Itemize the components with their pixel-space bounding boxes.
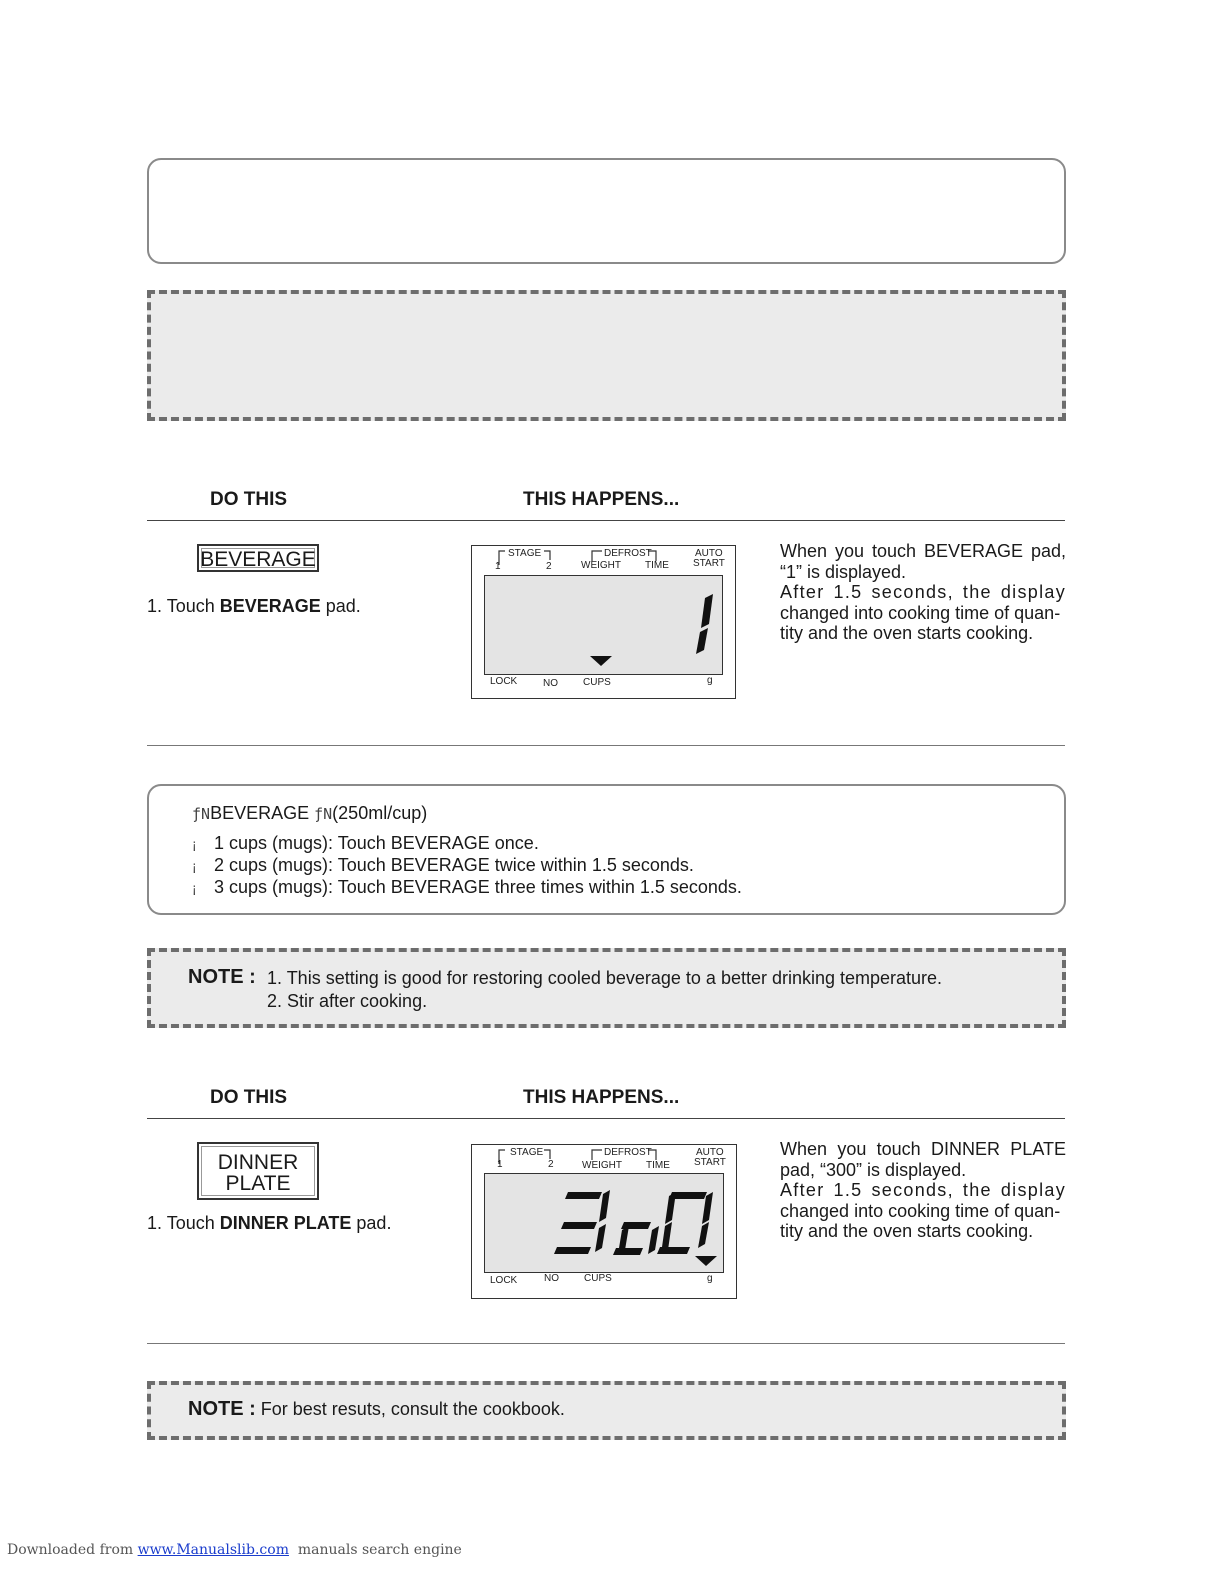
desc-line-1: When you touch DINNER PLATE <box>780 1139 1066 1159</box>
top-dashed-box <box>147 290 1066 421</box>
lcd-screen <box>484 575 723 675</box>
info-title-suffix: (250ml/cup) <box>332 803 428 823</box>
note-line-1: 1. This setting is good for restoring cooled beverage to a better drinking temperature. <box>267 968 943 988</box>
desc-line-4: changed into cooking time of quan- <box>780 1200 1061 1221</box>
info-title-main: BEVERAGE <box>210 803 315 823</box>
beverage-pad-label: BEVERAGE <box>200 548 316 571</box>
beverage-description <box>780 541 1066 644</box>
note-text: For best resuts, consult the cookbook. <box>255 1399 565 1419</box>
bullet-icon: ¡ <box>192 880 197 896</box>
step-bold: DINNER PLATE <box>219 1213 352 1233</box>
desc-line-3: After 1.5 seconds, the display <box>780 582 1066 602</box>
manualslib-link[interactable]: www.Manualslib.com <box>137 1542 289 1558</box>
step-suffix: pad. <box>351 1213 392 1233</box>
label-no: NO <box>544 1273 559 1284</box>
footer-suffix: manuals search engine <box>288 1542 462 1558</box>
info-item-text: 3 cups (mugs): Touch BEVERAGE three times within 1.5 seconds. <box>214 877 742 897</box>
step-1-instruction <box>147 596 361 617</box>
label-weight: WEIGHT <box>582 1160 622 1171</box>
info-item-3 <box>192 876 742 899</box>
label-stage: STAGE <box>510 1147 544 1158</box>
label-stage-1: 1 <box>495 561 501 572</box>
lcd-display-dinner-plate <box>471 1144 737 1299</box>
info-title-mid: ƒN <box>314 805 333 823</box>
lcd-display-beverage <box>471 545 736 699</box>
note-title: NOTE : <box>188 966 256 988</box>
header-rule <box>147 520 1065 521</box>
label-no: NO <box>543 678 558 689</box>
info-item-text: 1 cups (mugs): Touch BEVERAGE once. <box>214 833 539 853</box>
dinner-plate-pad-line-1: DINNER <box>217 1151 299 1174</box>
footer-prefix: Downloaded from <box>7 1542 138 1558</box>
step-bold: BEVERAGE <box>219 596 321 616</box>
readout-digit-1 <box>485 576 723 674</box>
label-stage-2: 2 <box>546 561 552 572</box>
step-suffix: pad. <box>320 596 361 616</box>
label-g: g <box>707 1273 713 1284</box>
note-box-dinner-plate <box>147 1381 1066 1440</box>
section2-bottom-rule <box>147 1343 1065 1344</box>
do-this-header: DO THIS <box>210 1087 288 1108</box>
label-start: START <box>693 558 725 569</box>
info-item-1 <box>192 832 539 855</box>
info-title <box>192 802 427 825</box>
label-defrost: DEFROST <box>604 548 652 559</box>
step-1-instruction <box>147 1213 391 1234</box>
note-box-beverage <box>147 948 1066 1028</box>
bullet-icon: ¡ <box>192 836 197 852</box>
desc-line-2: pad, “300” is displayed. <box>780 1159 967 1180</box>
label-cups: CUPS <box>584 1273 612 1284</box>
lcd-screen <box>484 1173 724 1273</box>
header-rule <box>147 1118 1065 1119</box>
beverage-info-box <box>147 784 1066 915</box>
beverage-pad <box>197 544 319 572</box>
note-title: NOTE : <box>188 1398 256 1420</box>
section1-bottom-rule <box>147 745 1065 746</box>
label-time: TIME <box>645 560 669 571</box>
label-lock: LOCK <box>490 1275 518 1286</box>
this-happens-header: THIS HAPPENS... <box>523 1087 680 1108</box>
note-content <box>188 1398 565 1421</box>
label-defrost: DEFROST <box>604 1147 652 1158</box>
label-stage-2: 2 <box>548 1159 554 1170</box>
desc-line-4: changed into cooking time of quan- <box>780 602 1061 623</box>
desc-line-2: “1” is displayed. <box>780 561 907 582</box>
label-lock: LOCK <box>490 676 518 687</box>
label-stage: STAGE <box>508 548 542 559</box>
footer <box>7 1542 462 1558</box>
readout-digits-300 <box>485 1174 724 1272</box>
label-auto: AUTO <box>695 548 723 559</box>
info-title-prefix: ƒN <box>192 805 211 823</box>
info-item-2 <box>192 854 694 877</box>
desc-line-3: After 1.5 seconds, the display <box>780 1180 1066 1200</box>
label-auto: AUTO <box>696 1147 724 1158</box>
label-cups: CUPS <box>583 677 611 688</box>
dinner-plate-pad <box>197 1142 319 1200</box>
label-g: g <box>707 675 713 686</box>
do-this-header: DO THIS <box>210 489 288 510</box>
label-start: START <box>694 1157 726 1168</box>
desc-line-5: tity and the oven starts cooking. <box>780 623 1034 643</box>
top-title-box <box>147 158 1066 264</box>
label-stage-1: 1 <box>497 1159 503 1170</box>
step-prefix: 1. Touch <box>147 1213 220 1233</box>
label-time: TIME <box>646 1160 670 1171</box>
desc-line-1: When you touch BEVERAGE pad, <box>780 541 1066 561</box>
dinner-plate-description <box>780 1139 1066 1242</box>
label-weight: WEIGHT <box>581 560 621 571</box>
desc-line-5: tity and the oven starts cooking. <box>780 1221 1034 1241</box>
bullet-icon: ¡ <box>192 858 197 874</box>
this-happens-header: THIS HAPPENS... <box>523 489 680 510</box>
step-prefix: 1. Touch <box>147 596 220 616</box>
note-line-2: 2. Stir after cooking. <box>267 991 428 1011</box>
dinner-plate-pad-line-2: PLATE <box>225 1172 291 1195</box>
info-item-text: 2 cups (mugs): Touch BEVERAGE twice within 1.5 seconds. <box>214 855 694 875</box>
